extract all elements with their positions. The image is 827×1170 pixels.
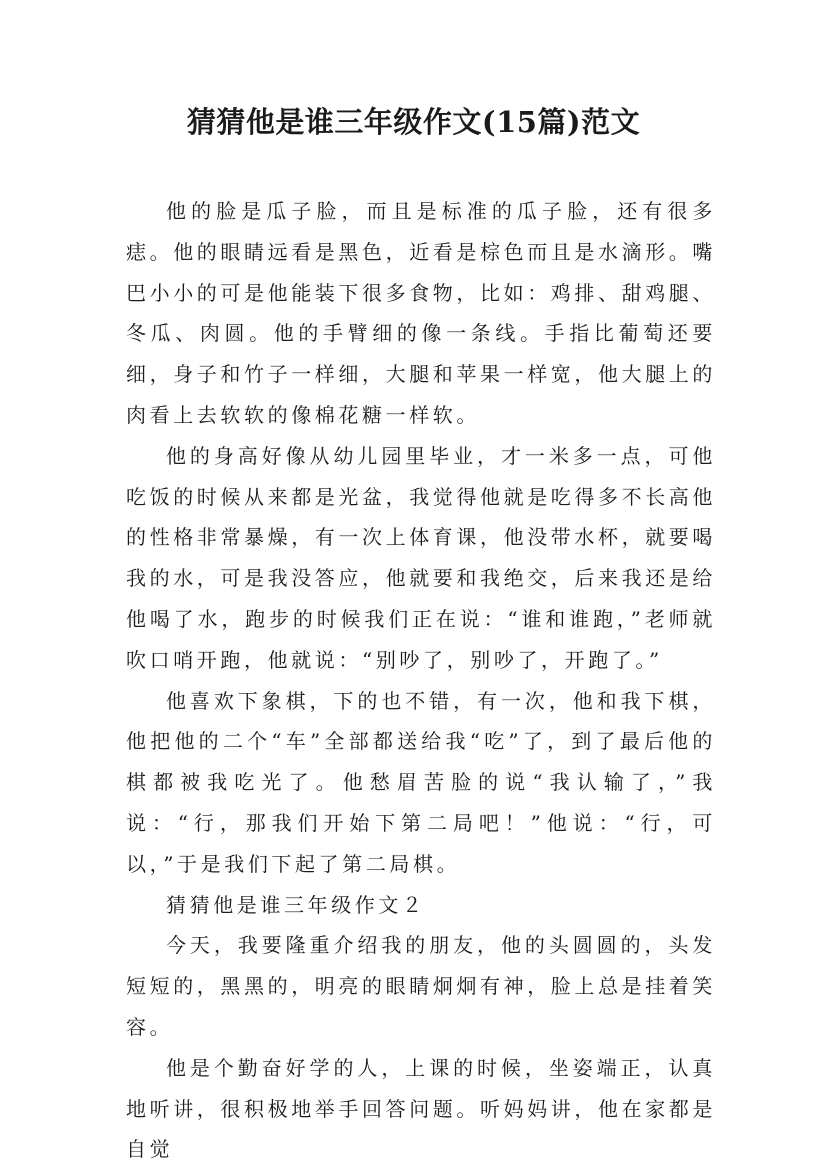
paragraph: 今天，我要隆重介绍我的朋友，他的头圆圆的，头发短短的，黑黑的，明亮的眼睛炯炯有神，脸上总是挂着笑容。 xyxy=(126,933,716,1039)
paragraph: 他喜欢下象棋，下的也不错，有一次，他和我下棋，他把他的二个“车”全部都送给我“吃”了，到了最后他的棋都被我吃光了。他愁眉苦脸的说“我认输了，”我说：“行，那我们开始下第二局吧！”他说：“行，可以，”于是我们下起了第二局棋。 xyxy=(126,688,716,876)
document-body xyxy=(126,191,716,1170)
paragraph: 他的脸是瓜子脸，而且是标准的瓜子脸，还有很多痣。他的眼睛远看是黑色，近看是棕色而且是水滴形。嘴巴小小的可是他能装下很多食物，比如：鸡排、甜鸡腿、冬瓜、肉圆。他的手臂细的像一条线。手指比葡萄还要细，身子和竹子一样细，大腿和苹果一样宽，他大腿上的肉看上去软软的像棉花糖一样软。 xyxy=(126,199,716,427)
document-title: 猜猜他是谁三年级作文(15篇)范文 xyxy=(186,105,641,139)
section-heading: 猜猜他是谁三年级作文２ xyxy=(166,892,426,917)
paragraph: 他的身高好像从幼儿园里毕业，才一米多一点，可他吃饭的时候从来都是光盆，我觉得他就是吃得多不长高他的性格非常暴燥，有一次上体育课，他没带水杯，就要喝我的水，可是我没答应，他就要和我绝交，后来我还是给他喝了水，跑步的时候我们正在说：“谁和谁跑，”老师就吹口哨开跑，他就说：“别吵了，别吵了，开跑了。” xyxy=(126,443,716,672)
paragraph: 他是个勤奋好学的人，上课的时候，坐姿端正，认真地听讲，很积极地举手回答问题。听妈妈讲，他在家都是自觉 xyxy=(126,1055,716,1162)
